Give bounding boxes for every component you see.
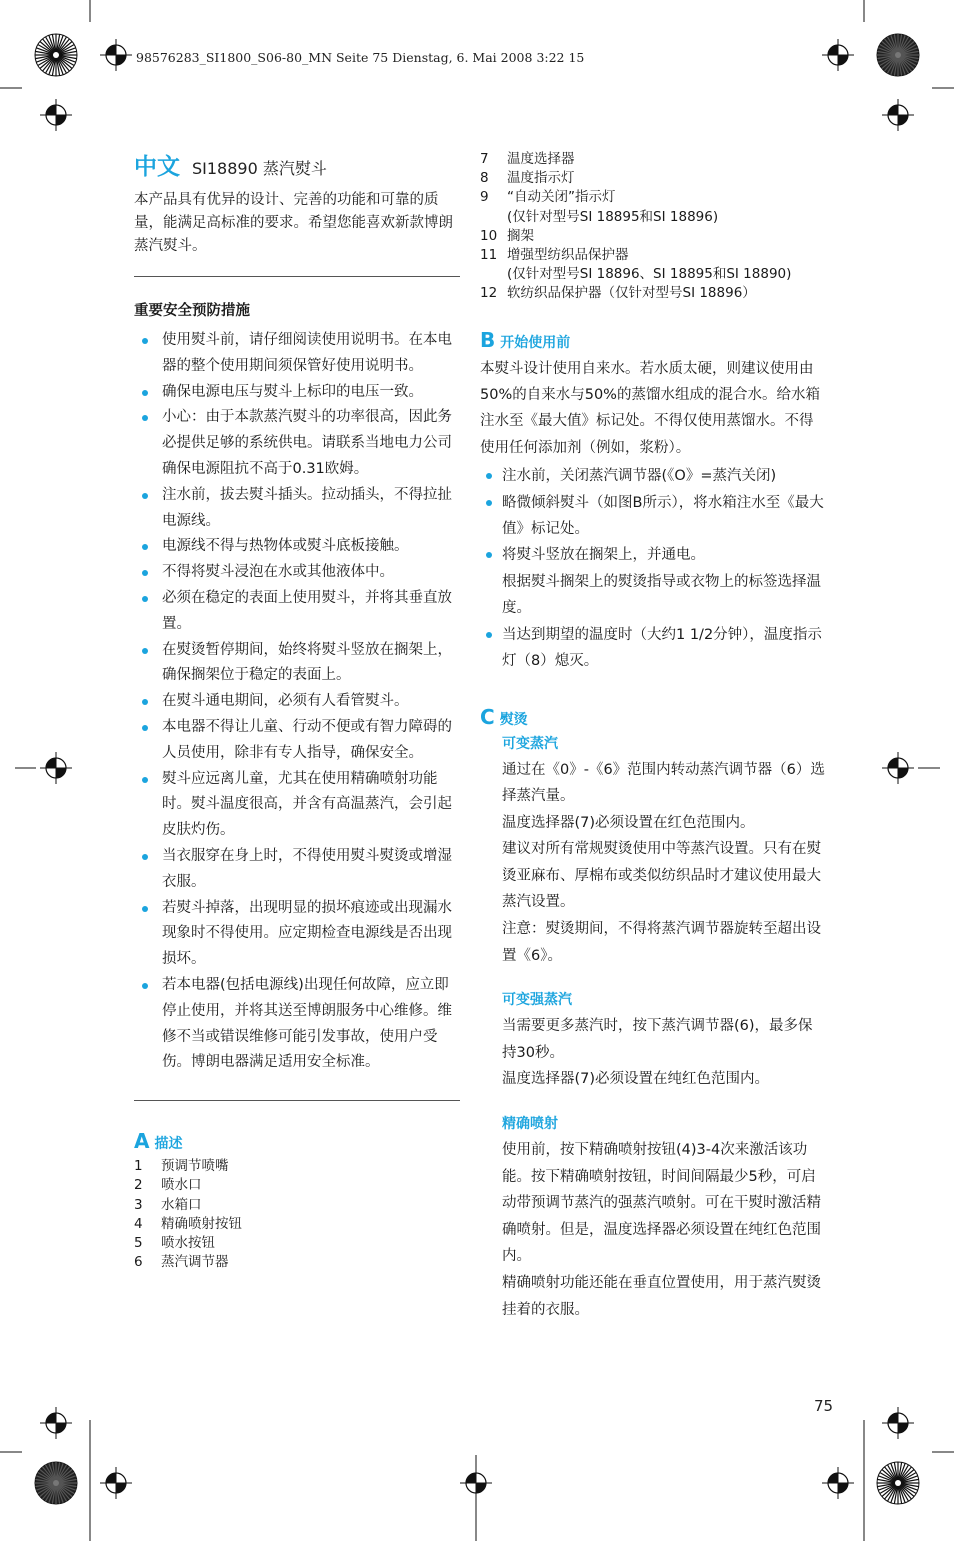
part-item [480,150,825,169]
safety-item [134,560,460,586]
bullet-text: 小心：由于本款蒸汽熨斗的功率很高，因此务必提供足够的系统供电。请联系当地电力公司确保电源阻抗不高于0.31欧姆。 [162,409,452,477]
section-title: 熨烫 [499,711,528,728]
subsection-heading: 精确喷射 [502,1116,558,1133]
part-note: (仅针对型号SI 18896、SI 18895和SI 18890) [507,266,792,283]
part-label: 蒸汽调节器 [161,1254,229,1271]
bullet-text: 不得将熨斗浸泡在水或其他液体中。 [162,564,394,581]
intro-paragraph: 本产品具有优异的设计、完善的功能和可靠的质量，能满足高标准的要求。希望您能喜欢新款博朗蒸汽熨斗。 [134,192,453,254]
safety-list [134,328,460,1076]
bullet-text: 使用熨斗前，请仔细阅读使用说明书。在本电器的整个使用期间须保管好使用说明书。 [162,332,452,374]
starburst-center [895,1480,901,1486]
subsection-heading: 可变蒸汽 [502,735,558,752]
part-label: 温度指示灯 [507,170,575,187]
part-number: 10 [480,227,498,244]
bullet-text: 确保电源电压与熨斗上标印的电压一致。 [162,383,423,400]
subsection-text: 建议对所有常规熨烫使用中等蒸汽设置。只有在熨烫亚麻布、厚棉布或类似纺织品时才建议使用最大蒸汽设置。 [502,841,821,911]
bullet-text: 注水前，拔去熨斗插头。拉动插头，不得拉扯电源线。 [162,486,452,529]
subsection-text: 注意：熨烫期间，不得将蒸汽调节器旋转至超出设置《6》。 [502,921,821,964]
bullet-icon [142,699,148,705]
bullet-icon [142,570,148,576]
part-item [480,188,825,226]
bullet-text: 当衣服穿在身上时，不得使用熨斗熨烫或增湿衣服。 [162,847,452,890]
safety-item [134,380,460,406]
safety-item [134,767,460,844]
safety-item [134,638,460,690]
part-number: 7 [480,151,489,167]
part-note: (仅针对型号SI 18895和SI 18896) [507,208,719,225]
starburst-center [53,52,59,58]
language-title: 中文 [134,154,180,180]
safety-item [134,715,460,767]
section-title: 描述 [154,1136,183,1153]
part-label: 搁架 [507,227,534,244]
part-label: 软纺织品保护器（仅针对型号SI 18896） [507,285,756,302]
bullet-text: 在熨斗通电期间，必须有人看管熨斗。 [162,693,409,710]
bullet-icon [142,906,148,912]
instruction-item [480,542,825,621]
safety-item [134,844,460,896]
safety-item [134,973,460,1076]
part-number: 5 [134,1234,143,1251]
part-label: 精确喷射按钮 [161,1215,242,1232]
bullet-text: 若熨斗掉落，出现明显的损坏痕迹或出现漏水现象时不得使用。应定期检查电源线是否出现损坏。 [162,899,452,968]
bullet-icon [486,632,492,638]
safety-item [134,689,460,715]
section-b-body: 本熨斗设计使用自来水。若水质太硬，则建议使用由50%的自来水与50%的蒸馏水组成的混合水。给水箱注水至《最大值》标记处。不得仅使用蒸馏水。不得使用任何添加剂（例如，浆粉）。 [480,360,820,456]
subsection-text: 当需要更多蒸汽时，按下蒸汽调节器(6)，最多保持30秒。 [502,1018,813,1061]
section-letter: C [480,704,495,729]
part-label: 水箱口 [161,1196,202,1213]
starburst-center [895,52,901,58]
page-title [134,148,460,181]
bullet-text: 若本电器(包括电源线)出现任何故障，应立即停止使用，并将其送至博朗服务中心维修。维修不当或错误维修可能引发事故，使用户受伤。博朗电器满足适用安全标准。 [162,976,452,1071]
bullet-text: 注水前，关闭蒸汽调节器(《O》=蒸汽关闭) [502,468,777,485]
part-number: 4 [134,1215,143,1232]
bullet-text: 必须在稳定的表面上使用熨斗，并将其垂直放置。 [162,589,452,632]
bullet-icon [142,648,148,654]
bullet-text: 当达到期望的温度时（大约1 1/2分钟），温度指示灯（8）熄灭。 [502,626,822,670]
parts-list [134,1157,460,1272]
section-b-list [480,463,825,674]
bullet-icon [486,473,492,479]
bullet-icon [486,500,492,506]
part-label: 喷水按钮 [161,1234,215,1251]
section-a-heading [134,1129,460,1153]
part-item [480,284,825,303]
bullet-text: 在熨烫暂停期间，始终将熨斗竖放在搁架上，确保搁架位于稳定的表面上。 [162,641,452,684]
page-number: 75 [814,1397,834,1415]
bullet-text: 将熨斗竖放在搁架上，并通电。 根据熨斗搁架上的熨烫指导或衣物上的标签选择温度。 [502,547,821,617]
model-title: SI18890 蒸汽熨斗 [192,159,327,178]
subsection-text: 温度选择器(7)必须设置在纯红色范围内。 [502,1071,770,1088]
bullet-icon [142,415,148,421]
part-item [134,1215,460,1234]
bullet-icon [142,983,148,989]
part-item [480,246,825,284]
part-number: 9 [480,189,489,206]
part-label: 喷水口 [161,1177,202,1194]
bullet-icon [142,544,148,550]
part-number: 6 [134,1254,143,1271]
part-item [480,227,825,246]
right-column [480,148,825,1323]
safety-item [134,328,460,380]
print-header-line: 98576283_SI1800_S06-80_MN Seite 75 Dienstag, 6. Mai 2008 3:22 15 [136,50,585,65]
part-number: 2 [134,1177,143,1194]
part-label: “自动关闭”指示灯 [507,189,616,206]
part-label: 增强型纺织品保护器 [507,247,629,264]
safety-item [134,586,460,638]
subsection-text: 精确喷射功能还能在垂直位置使用，用于蒸汽熨烫挂着的衣服。 [502,1275,821,1318]
bullet-text: 略微倾斜熨斗（如图B所示），将水箱注水至《最大值》标记处。 [502,494,824,538]
bullet-text: 熨斗应远离儿童，尤其在使用精确喷射功能时。熨斗温度很高，并含有高温蒸汽，会引起皮肤灼伤。 [162,770,452,839]
left-column [134,148,460,1272]
part-item [480,169,825,188]
part-number: 3 [134,1196,143,1213]
instruction-item [480,463,825,489]
section-b-heading [480,328,825,352]
section-letter: A [134,1129,150,1154]
safety-item [134,896,460,973]
instruction-item [480,622,825,675]
bullet-text: 电源线不得与热物体或熨斗底板接触。 [162,538,409,555]
section-letter: B [480,327,496,352]
part-item [134,1176,460,1195]
section-title: 开始使用前 [500,334,571,351]
part-item [134,1234,460,1253]
divider [134,276,460,277]
part-number: 11 [480,247,498,264]
safety-heading: 重要安全预防措施 [134,303,250,319]
section-c-heading [480,705,825,729]
subsection-heading: 可变强蒸汽 [502,992,572,1009]
bullet-icon [486,552,492,558]
part-item [134,1196,460,1215]
bullet-icon [142,493,148,499]
subsection-text: 使用前，按下精确喷射按钮(4)3-4次来激活该功能。按下精确喷射按钮，时间间隔最少5秒，可启动带预调节蒸汽的强蒸汽喷射。可在干熨时激活精确喷射。但是，温度选择器必须设置在纯红色范围内。 [502,1142,821,1265]
subsection-text: 温度选择器(7)必须设置在红色范围内。 [502,814,755,831]
bullet-icon [142,777,148,783]
bullet-text: 本电器不得让儿童、行动不便或有智力障碍的人员使用，除非有专人指导，确保安全。 [162,718,452,761]
subsection-text: 通过在《0》-《6》范围内转动蒸汽调节器（6）选择蒸汽量。 [502,761,825,805]
instruction-item [480,490,825,543]
safety-item [134,483,460,535]
bullet-icon [142,596,148,602]
divider [134,1100,460,1101]
part-label: 预调节喷嘴 [161,1158,229,1175]
safety-item [134,405,460,482]
part-number: 12 [480,285,498,302]
part-number: 8 [480,170,489,187]
part-label: 温度选择器 [507,151,575,167]
part-item [134,1157,460,1176]
part-item [134,1253,460,1272]
parts-list-continued [480,150,825,304]
bullet-icon [142,338,148,344]
starburst-center [53,1480,59,1486]
bullet-icon [142,390,148,396]
part-number: 1 [134,1158,143,1175]
section-c-content [480,733,825,1324]
safety-item [134,534,460,560]
bullet-icon [142,854,148,860]
bullet-icon [142,725,148,731]
